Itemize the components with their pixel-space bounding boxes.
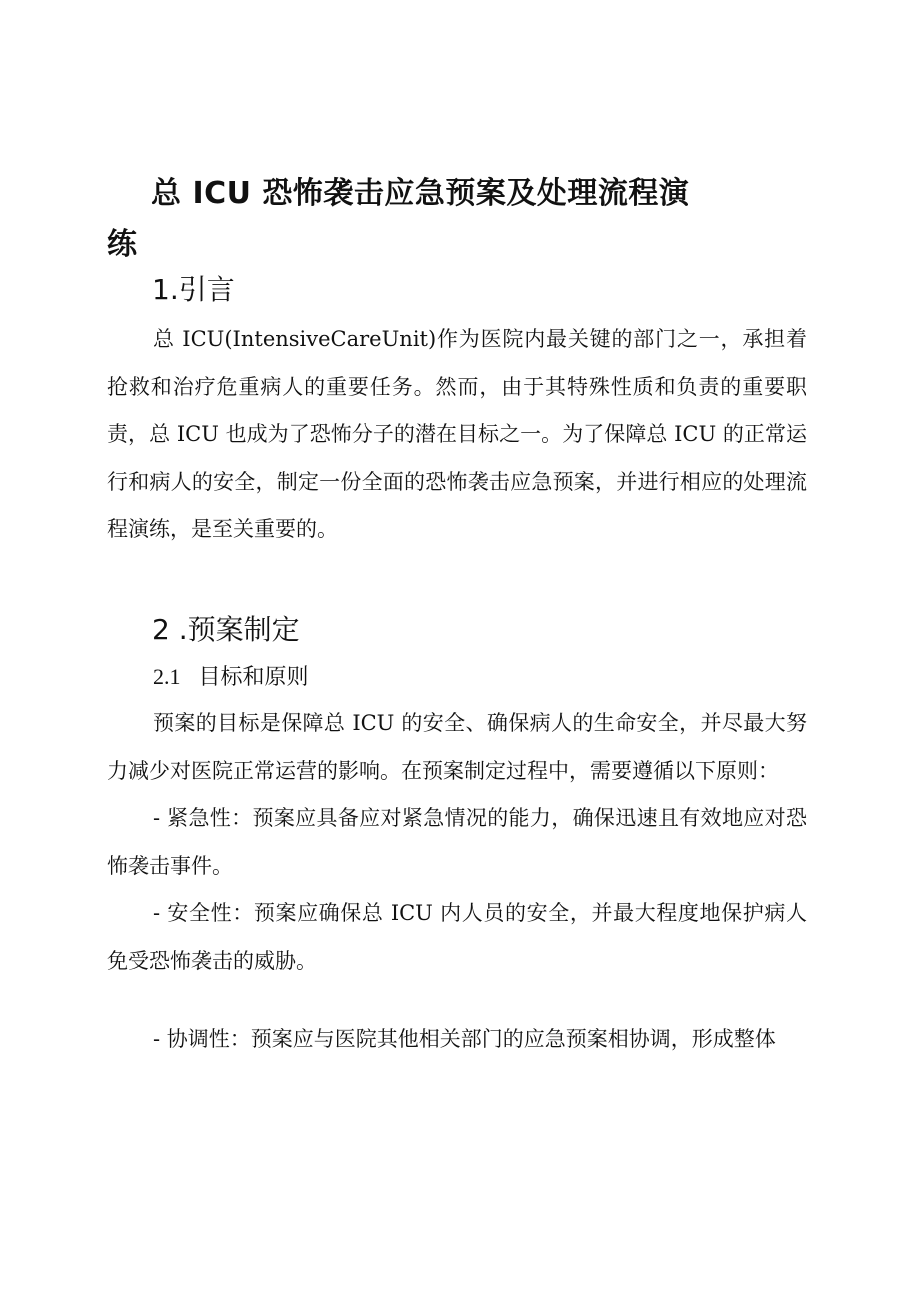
introduction-paragraph: 总 ICU(IntensiveCareUnit)作为医院内最关键的部门之一，承担着抢救和治疗危重病人的重要任务。然而，由于其特殊性质和负责的重要职责，总 ICU 也成为了恐怖分子的潜在目标之一。为了保障总 ICU 的正常运行和病人的安全，制定一份全面的恐怖袭击应急预案，并进行相应的处理流程演练，是至关重要的。 — [107, 327, 807, 541]
principle-item-safety: - 安全性：预案应确保总 ICU 内人员的安全，并最大程度地保护病人免受恐怖袭击的威胁。 — [107, 901, 807, 973]
goals-paragraph: 预案的目标是保障总 ICU 的安全、确保病人的生命安全，并尽最大努力减少对医院正常运营的影响。在预案制定过程中，需要遵循以下原则： — [107, 711, 807, 783]
subsection-number: 2.1 — [153, 664, 181, 689]
subsection-heading-goals — [153, 660, 309, 691]
principle-item-urgency: - 紧急性：预案应具备应对紧急情况的能力，确保迅速且有效地应对恐怖袭击事件。 — [107, 806, 807, 878]
principle-item-coordination: - 协调性：预案应与医院其他相关部门的应急预案相协调，形成整体 — [153, 1027, 776, 1051]
section-heading-introduction: 1.引言 — [152, 273, 235, 306]
document-title-continued: 练 — [107, 227, 137, 262]
subsection-title: 目标和原则 — [198, 665, 309, 690]
document-title: 总 ICU 恐怖袭击应急预案及处理流程演 — [151, 176, 690, 211]
section-heading-plan: 2 .预案制定 — [152, 613, 300, 646]
